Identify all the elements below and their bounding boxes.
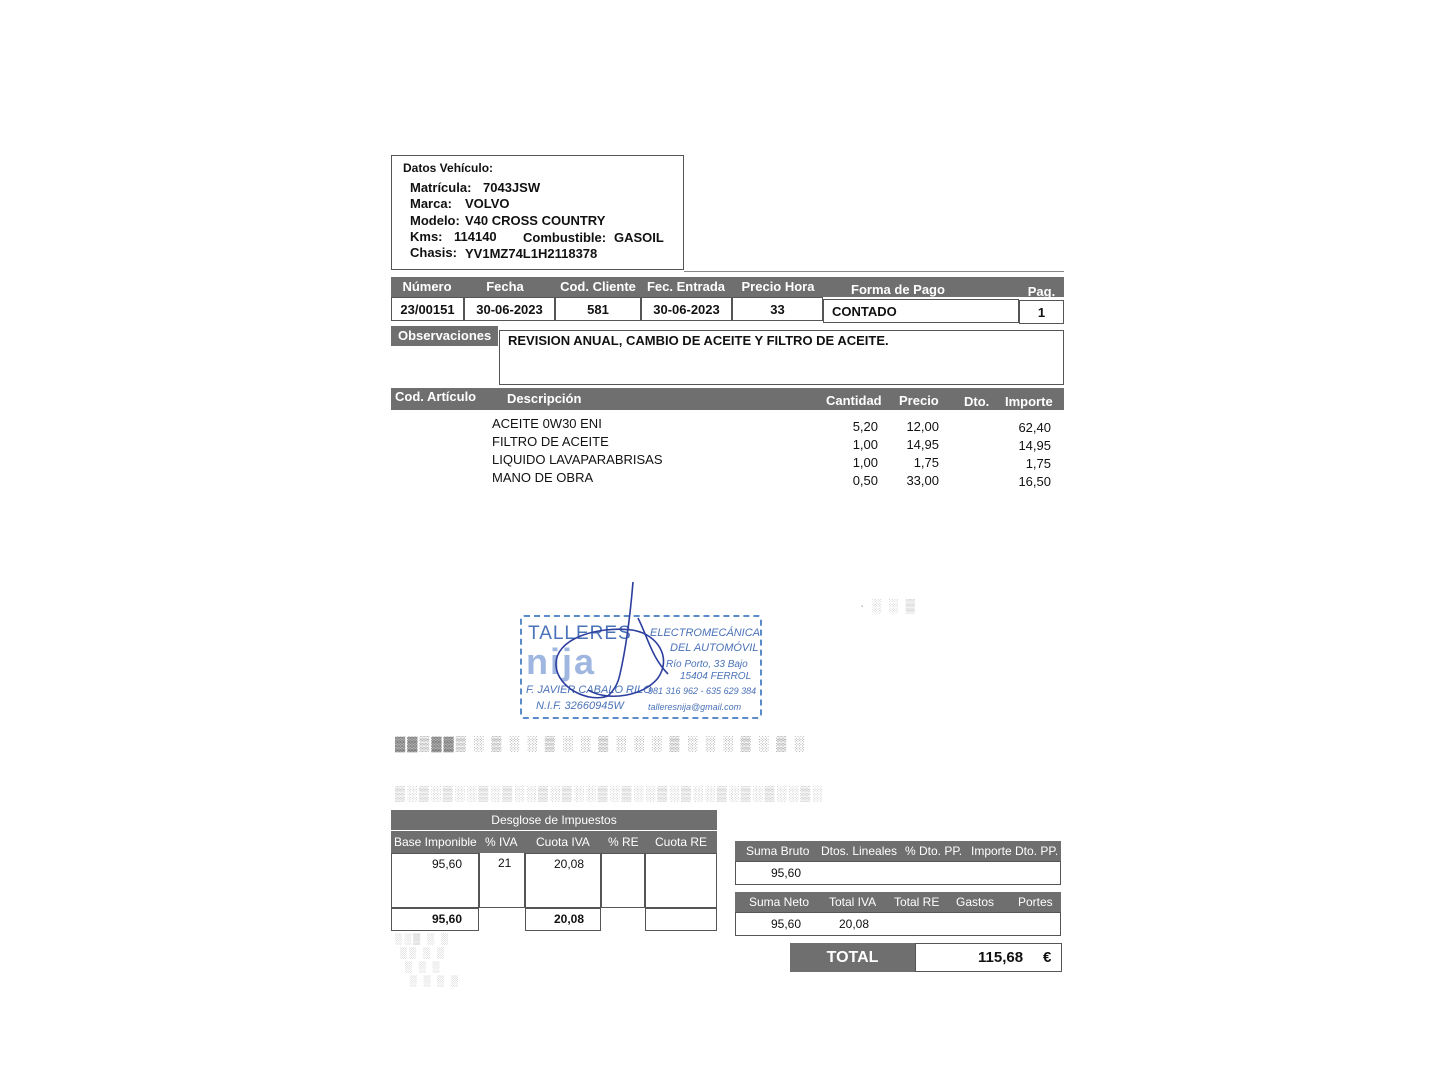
item-price: 33,00	[906, 473, 939, 488]
item-description: FILTRO DE ACEITE	[492, 434, 609, 449]
header-dto-pp-pct: % Dto. PP.	[905, 844, 963, 858]
item-description: ACEITE 0W30 ENI	[492, 416, 602, 431]
item-description: MANO DE OBRA	[492, 470, 594, 485]
scan-artifact: ▒░▒░▒░░▒░▒░░▒░▒░░▒░▒░░▒░▒░░▒░▒░▒░░▒░	[395, 785, 825, 801]
vehicle-data-box	[391, 155, 684, 270]
header-precio-hora: Precio Hora	[741, 279, 815, 294]
signature	[548, 578, 698, 718]
header-precio: Precio	[899, 393, 939, 408]
tax-total-base-value: 95,60	[432, 912, 463, 926]
summary-values-row-1	[735, 861, 1061, 885]
value-fecha: 30-06-2023	[464, 297, 555, 321]
brand-label: Marca:	[410, 196, 452, 211]
total-box	[915, 943, 1062, 972]
tax-iva-amount-value: 20,08	[554, 857, 585, 871]
header-cantidad: Cantidad	[826, 393, 882, 408]
invoice-header-row	[391, 277, 1064, 297]
suma-neto-value: 95,60	[771, 917, 802, 931]
value-numero: 23/00151	[391, 297, 464, 321]
table-row	[391, 469, 1064, 487]
model-value: V40 CROSS COUNTRY	[465, 213, 606, 228]
value-fec-entrada: 30-06-2023	[641, 297, 732, 321]
suma-bruto-value: 95,60	[771, 866, 802, 880]
tax-re-amount-cell	[645, 853, 717, 908]
tax-iva-amount-cell	[525, 853, 601, 908]
header-total-iva: Total IVA	[829, 895, 877, 909]
fuel-label: Combustible:	[523, 230, 607, 245]
header-re-pct: % RE	[608, 835, 639, 849]
summary-header-row-2	[735, 892, 1061, 912]
stamp-name: TALLERES	[528, 623, 632, 644]
vehicle-data-title: Datos Vehículo:	[403, 161, 494, 175]
tax-header-row	[391, 831, 717, 853]
item-quantity: 5,20	[852, 419, 878, 434]
tax-base-cell	[391, 853, 479, 908]
item-quantity: 1,00	[852, 437, 878, 452]
stamp-address2: 15404 FERROL	[680, 671, 752, 682]
header-cuota-iva: Cuota IVA	[536, 835, 590, 849]
kms-value: 114140	[454, 229, 497, 244]
stamp-line1: ELECTROMECÁNICA	[650, 627, 761, 639]
tax-total-base-cell	[391, 908, 479, 931]
value-cod-cliente: 581	[555, 297, 641, 321]
model-label: Modelo:	[410, 213, 460, 228]
stamp-email: talleresnija@gmail.com	[648, 702, 742, 712]
stamp-address1: Río Porto, 33 Bajo	[666, 659, 748, 670]
kms-label: Kms:	[410, 229, 443, 244]
observations-label-text: Observaciones	[398, 328, 492, 343]
signature-stroke	[556, 582, 668, 698]
header-fec-entrada: Fec. Entrada	[646, 279, 726, 294]
scan-artifact: ░░▒ ░ ░ ░░ ░ ░ ░ ░ ░ ░ ░ ░ ░	[395, 934, 461, 987]
header-cod-cliente: Cod. Cliente	[560, 279, 636, 294]
tax-breakdown-title: Desglose de Impuestos	[391, 810, 717, 830]
invoice-values-row	[391, 297, 1064, 323]
divider	[684, 271, 1064, 272]
header-gastos: Gastos	[956, 895, 995, 909]
tax-total-iva-value: 20,08	[554, 912, 585, 926]
total-label: TOTAL	[790, 943, 915, 972]
value-pag: 1	[1019, 300, 1064, 324]
tax-base-value: 95,60	[432, 857, 463, 871]
header-dtos-lineales: Dtos. Lineales	[821, 844, 898, 858]
item-quantity: 1,00	[852, 455, 878, 470]
header-forma-pago: Forma de Pago	[851, 282, 945, 297]
scan-artifact: ▓▓▒▓▓▒ ░ ▒ ░ ░ ▒ ░ ░ ▒ ░ ░ ░ ▒ ░ ░ ░ ▒ ░ ▒ ░	[395, 735, 807, 751]
item-price: 12,00	[906, 419, 939, 434]
header-fecha: Fecha	[486, 279, 524, 294]
item-amount: 1,75	[1025, 456, 1051, 471]
tax-re-pct-cell	[601, 853, 645, 908]
item-amount: 16,50	[1018, 474, 1051, 489]
item-price: 14,95	[906, 437, 939, 452]
header-cuota-re: Cuota RE	[655, 835, 708, 849]
item-description: LIQUIDO LAVAPARABRISAS	[492, 452, 663, 467]
tax-total-re-cell	[645, 908, 717, 931]
observations-text: REVISION ANUAL, CAMBIO DE ACEITE Y FILTRO DE ACEITE.	[499, 330, 1064, 385]
summary-values-row-2	[735, 912, 1061, 936]
table-row	[391, 433, 1064, 451]
stamp-nif: N.I.F. 32660945W	[536, 700, 624, 712]
stamp-phones: 981 316 962 - 635 629 384	[648, 686, 757, 696]
header-descripcion: Descripción	[507, 391, 582, 406]
brand-value: VOLVO	[465, 196, 510, 211]
tax-iva-pct-value: 21	[498, 856, 512, 870]
header-cod-articulo: Cod. Artículo	[395, 389, 477, 404]
total-value: 115,68	[978, 949, 1024, 966]
chassis-label: Chasis:	[410, 245, 457, 260]
plate-value: 7043JSW	[483, 180, 541, 195]
stamp-brand-logo: nija	[526, 641, 597, 682]
tax-total-iva-cell	[525, 908, 601, 931]
stamp-line2: DEL AUTOMÓVIL	[670, 642, 759, 654]
plate-label: Matrícula:	[410, 180, 472, 195]
header-iva-pct: % IVA	[485, 835, 518, 849]
header-importe: Importe	[1005, 394, 1053, 409]
table-row	[391, 415, 1064, 433]
observations-label	[391, 326, 498, 346]
scan-artifact: · ░ ░ ▒	[860, 598, 917, 613]
header-dto: Dto.	[964, 394, 990, 409]
value-forma-pago: CONTADO	[823, 299, 1019, 323]
item-quantity: 0,50	[852, 473, 878, 488]
header-numero: Número	[402, 279, 452, 294]
stamp-owner: F. JAVIER CABALO RILO	[526, 684, 652, 696]
items-header-row	[391, 388, 1064, 410]
header-portes: Portes	[1018, 895, 1053, 909]
header-suma-bruto: Suma Bruto	[746, 844, 810, 858]
header-pag: Pag.	[1027, 284, 1056, 299]
summary-header-row-1	[735, 841, 1061, 861]
header-total-re: Total RE	[894, 895, 940, 909]
item-amount: 14,95	[1018, 438, 1051, 453]
item-amount: 62,40	[1018, 420, 1051, 435]
header-importe-dto-pp: Importe Dto. PP.	[971, 844, 1059, 858]
value-precio-hora: 33	[732, 297, 823, 321]
currency-symbol: €	[1043, 949, 1052, 966]
tax-iva-pct-cell	[479, 853, 525, 908]
header-suma-neto: Suma Neto	[749, 895, 810, 909]
total-iva-value: 20,08	[839, 917, 870, 931]
chassis-value: YV1MZ74L1H2118378	[465, 246, 598, 261]
header-base-imponible: Base Imponible	[394, 835, 477, 849]
fuel-value: GASOIL	[614, 230, 664, 245]
table-row	[391, 451, 1064, 469]
item-price: 1,75	[913, 455, 939, 470]
